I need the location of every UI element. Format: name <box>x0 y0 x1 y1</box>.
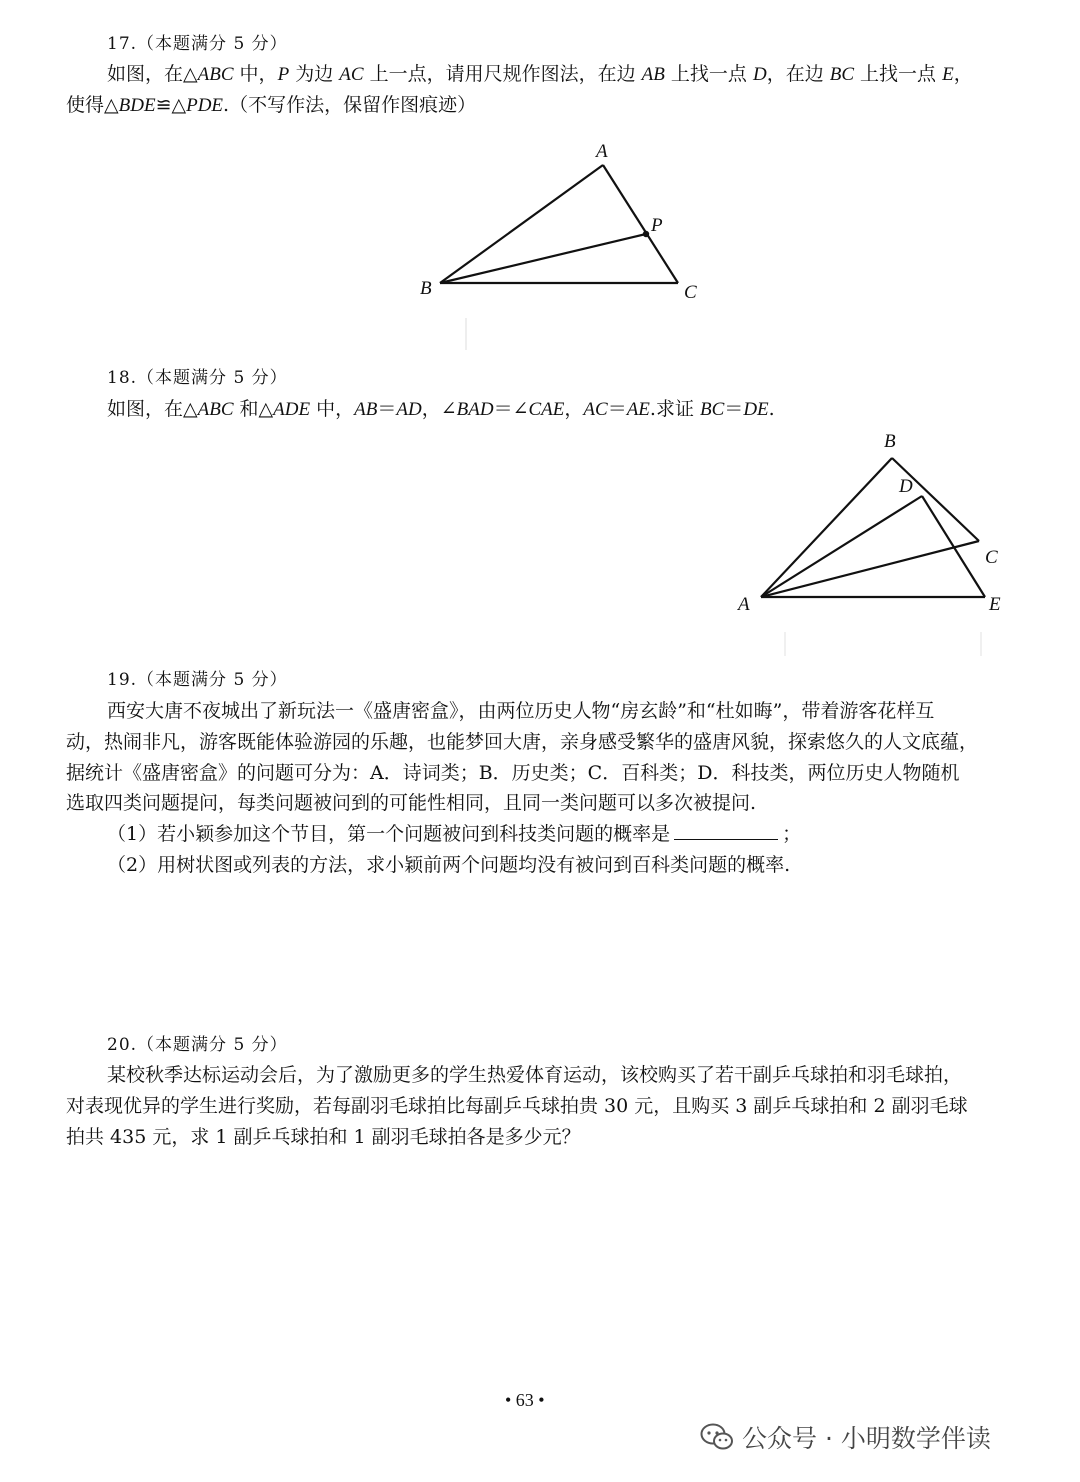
answer-blank[interactable] <box>674 821 778 840</box>
q19-subquestion-2: （2）用树状图或列表的方法，求小颖前两个问题均没有被问到百科类问题的概率. <box>107 854 791 876</box>
q19-paragraph-line4: 选取四类问题提问，每类问题被问到的可能性相同，且同一类问题可以多次被提问. <box>66 792 757 814</box>
label-a: A <box>596 141 608 162</box>
segment-ac-18 <box>761 541 979 597</box>
label-e-18: E <box>989 594 1001 615</box>
label-p: P <box>651 215 663 236</box>
segment-bc-18 <box>892 458 979 541</box>
label-b: B <box>420 278 432 299</box>
watermark <box>700 1417 991 1457</box>
q19-subquestion-1: （1）若小颖参加这个节目，第一个问题被问到科技类问题的概率是 ； <box>107 823 802 845</box>
q17-heading: 17.（本题满分 5 分） <box>107 34 288 54</box>
wechat-icon <box>700 1422 734 1452</box>
label-d-18: D <box>899 476 913 497</box>
watermark-text: 公众号 · 小明数学伴读 <box>742 1424 991 1453</box>
q18-heading: 18.（本题满分 5 分） <box>107 368 288 388</box>
label-a-18: A <box>738 594 750 615</box>
q19-paragraph-line1: 西安大唐不夜城出了新玩法一《盛唐密盒》，由两位历史人物“房玄龄”和“杜如晦”，带着游客花样互 <box>107 700 935 722</box>
q18-text: 如图，在△ABC 和△ADE 中，AB＝AD，∠BAD＝∠CAE，AC＝AE.求证 BC＝DE. <box>107 398 775 420</box>
q20-paragraph-line3: 拍共 435 元，求 1 副乒乓球拍和 1 副羽毛球拍各是多少元？ <box>66 1126 581 1148</box>
q19-paragraph-line3: 据统计《盛唐密盒》的问题可分为：A．诗词类；B．历史类；C．百科类；D．科技类，两位历史人物随机 <box>66 762 960 784</box>
label-b-18: B <box>884 431 896 452</box>
page-number: • 63 • <box>505 1390 545 1410</box>
segment-de-18 <box>922 496 985 597</box>
q20-heading: 20.（本题满分 5 分） <box>107 1035 288 1055</box>
label-c: C <box>684 282 697 303</box>
q19-paragraph-line2: 动，热闹非凡，游客既能体验游园的乐趣，也能梦回大唐，亲身感受繁华的盛唐风貌，探索悠久的人文底蕴， <box>66 731 979 753</box>
q17-text-line1: 如图，在△ABC 中，P 为边 AC 上一点，请用尺规作图法，在边 AB 上找一点 D，在边 BC 上找一点 E， <box>107 63 973 85</box>
label-c-18: C <box>985 547 998 568</box>
q20-paragraph-line2: 对表现优异的学生进行奖励，若每副羽毛球拍比每副乒乓球拍贵 30 元，且购买 3 副乒乓球拍和 2 副羽毛球 <box>66 1095 968 1117</box>
q17-text-line2: 使得△BDE≌△PDE.（不写作法，保留作图痕迹） <box>66 94 477 116</box>
q19-heading: 19.（本题满分 5 分） <box>107 670 288 690</box>
q20-paragraph-line1: 某校秋季达标运动会后，为了激励更多的学生热爱体育运动，该校购买了若干副乒乓球拍和羽毛球拍， <box>107 1064 963 1086</box>
